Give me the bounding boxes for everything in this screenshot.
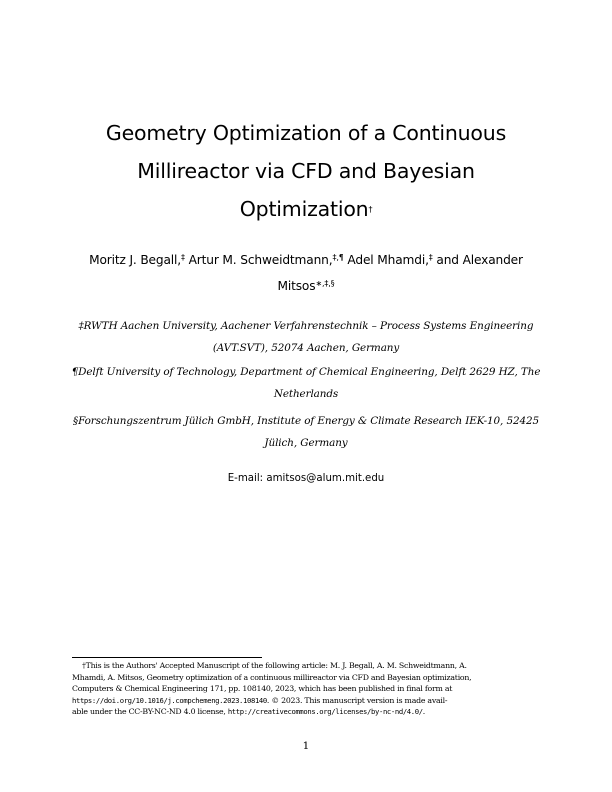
author-line — [60, 273, 552, 299]
affiliation-line: Jülich, Germany — [264, 437, 348, 449]
author-line — [60, 247, 552, 273]
footnote-line — [72, 695, 542, 707]
title-footnote-mark: † — [368, 205, 373, 215]
contact-email: E-mail: amitsos@alum.mit.edu — [227, 473, 385, 484]
footnote-line — [72, 706, 542, 718]
affiliation — [60, 315, 552, 359]
affiliation — [60, 410, 552, 454]
author-list — [60, 247, 552, 299]
footnote — [72, 660, 542, 718]
title-text: Optimization — [239, 197, 369, 221]
footnote-divider — [72, 657, 262, 658]
paper-title — [70, 114, 542, 228]
footnote-line: †This is the Authors' Accepted Manuscript of the following article: M. J. Begall, A. M. Schweidtmann, A. — [82, 661, 467, 670]
affiliation-line: (AVT.SVT), 52074 Aachen, Germany — [212, 342, 400, 354]
author-name: Mitsos — [277, 279, 316, 293]
affiliation — [60, 361, 552, 405]
affiliation-line: Netherlands — [273, 388, 339, 400]
footnote-line: Mhamdi, A. Mitsos, Geometry optimization of a continuous millireactor via CFD and Bayesian optimization, — [72, 672, 472, 682]
footnote-text: . © 2023. This manuscript version is made avail- — [266, 695, 448, 705]
author-name: Moritz J. Begall, — [89, 253, 181, 267]
license-link[interactable]: http://creativecommons.org/licenses/by-nc-nd/4.0/ — [227, 707, 423, 716]
author-name: Artur M. Schweidtmann, — [184, 253, 333, 267]
doi-link[interactable]: https://doi.org/10.1016/j.compchemeng.2023.108140 — [72, 695, 267, 705]
title-line: Geometry Optimization of a Continuous — [105, 121, 507, 145]
affiliation-line: §Forschungszentrum Jülich GmbH, Institute of Energy & Climate Research IEK-10, 52425 — [72, 415, 540, 427]
footnote-text: . — [422, 707, 425, 716]
author-affiliation-mark: ‡,¶ — [332, 253, 344, 263]
page-number: 1 — [302, 740, 310, 752]
author-affiliation-mark: ∗,‡,§ — [315, 279, 335, 289]
author-name: and Alexander — [432, 253, 523, 267]
footnote-text: able under the CC-BY-NC-ND 4.0 license, — [72, 707, 228, 716]
author-name: Adel Mhamdi, — [343, 253, 429, 267]
title-line: Millireactor via CFD and Bayesian — [137, 159, 475, 183]
author-affiliation-mark: ‡ — [181, 253, 185, 263]
footnote-line: Computers & Chemical Engineering 171, pp. 108140, 2023, which has been published in final form at — [72, 684, 453, 693]
affiliation-line: ¶Delft University of Technology, Department of Chemical Engineering, Delft 2629 HZ, The — [71, 366, 541, 378]
title-line — [70, 190, 542, 228]
author-affiliation-mark: ‡ — [428, 253, 433, 263]
affiliation-line: ‡RWTH Aachen University, Aachener Verfahrenstechnik – Process Systems Engineering — [78, 320, 534, 332]
